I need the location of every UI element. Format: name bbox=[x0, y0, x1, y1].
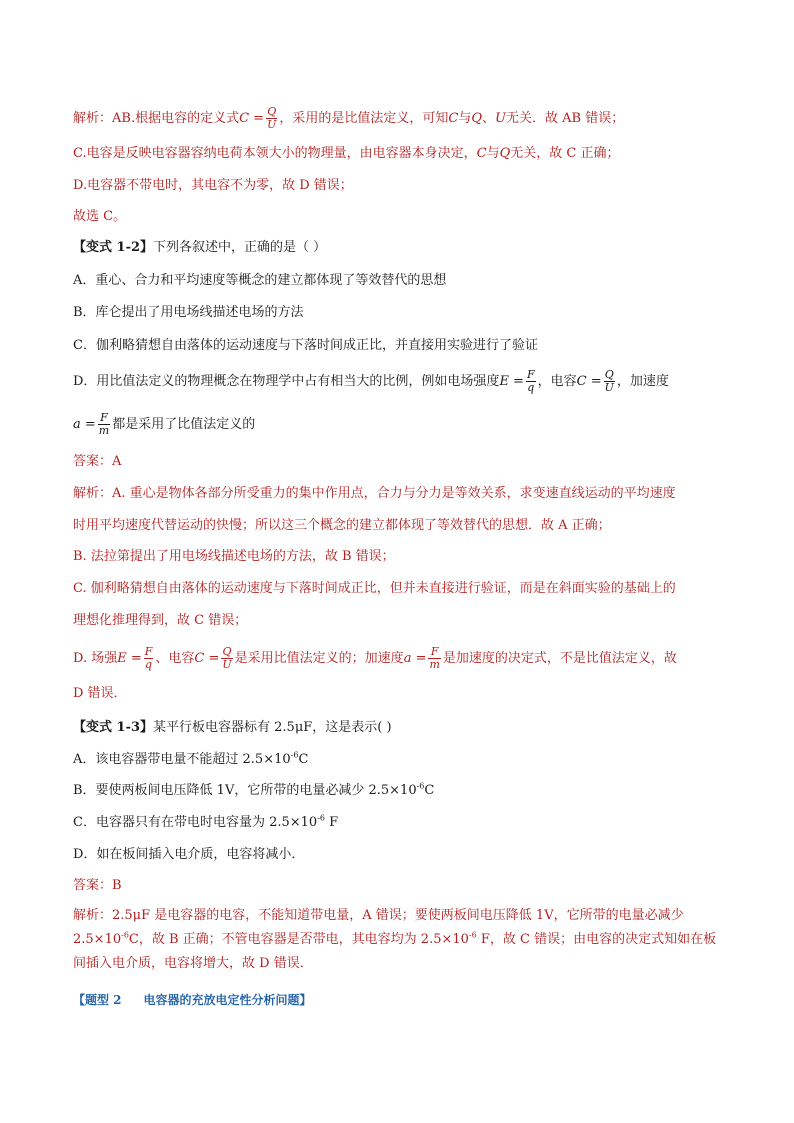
analysis-d: D.电容器不带电时，其电容不为零，故 D 错误； bbox=[73, 178, 353, 193]
analysis-d-formulas bbox=[73, 646, 677, 671]
exponent: -6 bbox=[290, 750, 299, 760]
text: 与 bbox=[458, 111, 472, 126]
numerator: Q bbox=[267, 105, 277, 118]
var: Q bbox=[471, 111, 482, 126]
variant-tag: 【变式 1-3】 bbox=[73, 720, 154, 735]
exponent: -6 bbox=[468, 930, 477, 940]
text: C bbox=[298, 752, 309, 767]
analysis-line: B. 法拉第提出了用电场线描述电场的方法，故 B 错误； bbox=[73, 549, 395, 564]
exponent: -6 bbox=[121, 930, 129, 940]
section-tag: 【题型 2 bbox=[73, 993, 122, 1007]
fraction-q-over-u bbox=[604, 369, 615, 394]
analysis-line: 解析：A. 重心是物体各部分所受重力的集中作用点，合力与分力是等效关系，求变速直线运动的平均速度 bbox=[73, 486, 676, 501]
text: F，故 C 错误；由电容的决定式知如在板 bbox=[476, 932, 717, 947]
text: 是采用比值法定义的；加速度 bbox=[234, 651, 404, 666]
formula-c: C = bbox=[194, 651, 220, 666]
denominator: q bbox=[145, 658, 153, 671]
analysis-line: D 错误． bbox=[73, 686, 127, 701]
answer: 答案：A bbox=[73, 454, 122, 469]
variant-1-3-question bbox=[73, 718, 392, 738]
var: Q bbox=[499, 146, 511, 161]
conclusion: 故选 C。 bbox=[73, 209, 127, 224]
question-text: 下列各叙述中，正确的是（ ） bbox=[153, 240, 327, 255]
text: ，电容 bbox=[537, 374, 577, 389]
section-heading bbox=[73, 990, 312, 1010]
denominator: U bbox=[222, 658, 232, 671]
option-b: B．库仑提出了用电场线描述电场的方法 bbox=[73, 305, 304, 320]
numerator: F bbox=[144, 645, 153, 658]
text: 解析：AB.根据电容的定义式 bbox=[73, 111, 240, 126]
variant-tag: 【变式 1-2】 bbox=[73, 240, 154, 255]
option-d-cont bbox=[73, 412, 255, 437]
option-d: D．如在板间插入电介质，电容将减小． bbox=[73, 847, 305, 862]
numerator: Q bbox=[222, 645, 232, 658]
fraction-f-over-m bbox=[98, 412, 110, 437]
text: C．电容器只有在带电时电容量为 2.5×10 bbox=[73, 815, 318, 830]
analysis-line: 时用平均速度代替运动的快慢；所以这三个概念的建立都体现了等效替代的思想．故 A 正确； bbox=[73, 518, 611, 533]
var: C bbox=[476, 146, 487, 161]
analysis-line: C. 伽利略猜想自由落体的运动速度与下落时间成正比，但并未直接进行验证，而是在斜面实验的基础上的 bbox=[73, 581, 676, 596]
formula-c: C = bbox=[239, 111, 265, 126]
numerator: F bbox=[526, 368, 535, 381]
numerator: F bbox=[98, 412, 110, 425]
option-c: C．伽利略猜想自由落体的运动速度与下落时间成正比，并直接用实验进行了验证 bbox=[73, 338, 538, 353]
option-d bbox=[73, 369, 669, 394]
answer: 答案：B bbox=[73, 878, 122, 893]
text: C，故 B 正确；不管电容器是否带电，其电容均为 2.5×10 bbox=[128, 932, 469, 947]
text: B．要使两板间电压降低 1V，它所带的电量必减少 2.5×10 bbox=[73, 783, 417, 798]
text: 2.5×10 bbox=[73, 932, 122, 947]
fraction-q-over-u bbox=[266, 106, 277, 131]
exponent: -6 bbox=[416, 781, 425, 791]
analysis-c bbox=[73, 144, 619, 164]
question-text: 某平行板电容器标有 2.5μF，这是表示( ) bbox=[153, 720, 392, 735]
analysis-line: 间插入电介质，电容将增大，故 D 错误． bbox=[73, 956, 313, 971]
var: C bbox=[448, 111, 459, 126]
text: C.电容是反映电容器容纳电荷本领大小的物理量，由电容器本身决定， bbox=[73, 146, 477, 161]
text: 、 bbox=[482, 111, 496, 126]
text: ，采用的是比值法定义，可知 bbox=[279, 111, 449, 126]
analysis-line: 解析：2.5μF 是电容器的电容，不能知道带电量，A 错误；要使两板间电压降低 1V，它所带的电量必减少 bbox=[73, 908, 684, 923]
text: D．用比值法定义的物理概念在物理学中占有相当大的比例，例如电场强度 bbox=[73, 374, 500, 389]
fraction-f-over-q bbox=[144, 646, 154, 671]
analysis-ab bbox=[73, 106, 624, 131]
text: 无关．故 AB 错误； bbox=[505, 111, 625, 126]
exponent: -6 bbox=[317, 813, 325, 823]
text: 是加速度的决定式，不是比值法定义，故 bbox=[442, 651, 677, 666]
text: F bbox=[325, 815, 339, 830]
var: U bbox=[495, 111, 506, 126]
fraction-q-over-u bbox=[221, 646, 232, 671]
option-c bbox=[73, 813, 338, 833]
numerator: Q bbox=[604, 368, 614, 381]
denominator: U bbox=[604, 381, 614, 394]
section-title: 电容器的充放电定性分析问题】 bbox=[143, 993, 312, 1007]
text: 与 bbox=[486, 146, 500, 161]
option-a: A．重心、合力和平均速度等概念的建立都体现了等效替代的思想 bbox=[73, 273, 447, 288]
text: C bbox=[424, 783, 435, 798]
variant-1-2-question bbox=[73, 238, 326, 258]
text: A．该电容器带电量不能超过 2.5×10 bbox=[73, 752, 291, 767]
denominator: m bbox=[98, 424, 110, 437]
analysis-line bbox=[73, 930, 716, 950]
numerator: F bbox=[428, 646, 440, 659]
formula-c: C = bbox=[576, 374, 602, 389]
formula-e: E = bbox=[499, 374, 524, 389]
text: 、电容 bbox=[155, 651, 195, 666]
analysis-line: 理想化推理得到，故 C 错误； bbox=[73, 613, 248, 628]
denominator: U bbox=[267, 118, 277, 131]
option-b bbox=[73, 781, 434, 801]
text: 无关，故 C 正确； bbox=[510, 146, 620, 161]
denominator: m bbox=[429, 658, 440, 671]
formula-e: E = bbox=[117, 651, 142, 666]
fraction-f-over-m bbox=[428, 646, 440, 671]
fraction-f-over-q bbox=[526, 369, 536, 394]
formula-a: a = bbox=[403, 651, 427, 666]
text: 都是采用了比值法定义的 bbox=[112, 417, 256, 432]
text: D. 场强 bbox=[73, 651, 118, 666]
formula-a: a = bbox=[73, 417, 96, 432]
option-a bbox=[73, 750, 308, 770]
denominator: q bbox=[527, 381, 535, 394]
text: ，加速度 bbox=[616, 374, 669, 389]
